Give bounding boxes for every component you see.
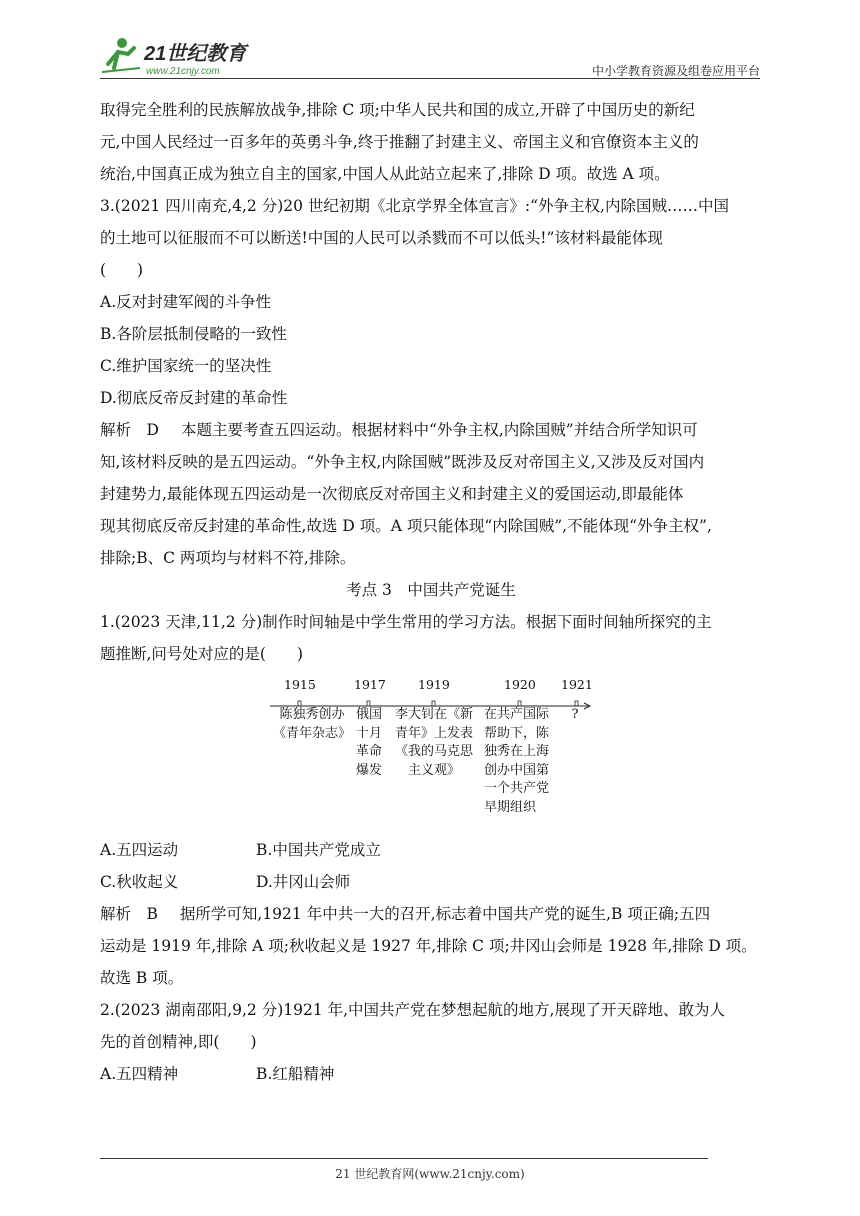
event-line: 俄国 [355,707,382,722]
options-row [100,866,762,898]
analysis-line [100,898,762,930]
text-line: 元,中国人民经过一百多年的英勇斗争,终于推翻了封建主义、帝国主义和官僚资本主义的 [100,133,699,151]
event-line: 李大钊在《新 [394,707,473,722]
question-stem: 题推断,问号处对应的是( ) [100,645,304,663]
event-line: 早期组织 [484,799,537,815]
page-footer: 21 世纪教育网(www.21cnjy.com) [335,1167,525,1181]
option-b: B.各阶层抵制侵略的一致性 [100,325,287,343]
event-line: 十月 [355,725,382,741]
intro-paragraph [100,94,762,190]
timeline-year: 1917 [354,677,386,692]
analysis-text: 知,该材料反映的是五四运动。“外争主权,内除国贼”既涉及反对帝国主义,又涉及反对国内 [100,453,705,471]
analysis-text: 排除;B、C 两项均与材料不符,排除。 [100,549,356,567]
options-row [100,834,762,866]
analysis-text: 运动是 1919 年,排除 A 项;秋收起义是 1927 年,排除 C 项;井冈山会师是 1928 年,排除 D 项。 [100,937,757,955]
event-line: 《我的马克思 [394,744,473,759]
logo [100,34,260,78]
analysis-text: 本题主要考查五四运动。根据材料中“外争主权,内除国贼”并结合所学知识可 [180,421,698,439]
event-line: 《青年杂志》 [272,725,351,741]
question-3 [100,190,762,574]
page-header [100,34,760,80]
event-line: 陈独秀创办 [279,707,345,722]
analysis-line [100,414,762,446]
event-line: 革命 [355,744,382,759]
event-line: 独秀在上海 [484,744,550,759]
question-stem: 2.(2023 湖南邵阳,9,2 分)1921 年,中国共产党在梦想起航的地方,展现了开天辟地、敢为人 [100,1001,725,1019]
timeline-year: 1919 [418,677,450,692]
runner-icon [102,38,140,72]
page-content [100,94,762,1090]
event-line: 主义观》 [407,762,460,778]
option-d: D.井冈山会师 [256,873,351,891]
timeline-year: 1920 [504,677,536,692]
option-a: A.五四运动 [100,841,179,859]
analysis-label: 解析 B [100,905,158,923]
analysis-text: 据所学可知,1921 年中共一大的召开,标志着中国共产党的诞生,B 项正确;五四 [179,905,711,923]
question-stem: 的土地可以征服而不可以断送!中国的人民可以杀戮而不可以低头!”该材料最能体现 [100,229,663,247]
timeline-event [568,706,582,725]
analysis-text: 故选 B 项。 [100,969,184,987]
analysis-text: 封建势力,最能体现五四运动是一次彻底反对帝国主义和封建主义的爱国运动,即最能体 [100,485,684,503]
section3-question-2 [100,994,762,1090]
event-line: 在共产国际 [484,707,550,722]
section-title: 考点 3 中国共产党诞生 [346,581,516,599]
option-c: C.维护国家统一的坚决性 [100,357,272,375]
section3-question-1 [100,606,762,994]
option-b: B.中国共产党成立 [256,841,381,859]
timeline-event [270,706,354,743]
platform-label: 中小学教育资源及组卷应用平台 [591,64,760,78]
option-b: B.红船精神 [256,1065,335,1083]
logo-text: 21世纪教育 [144,43,247,65]
footer-divider [100,1158,708,1159]
event-line: 一个共产党 [484,781,550,796]
event-line: 青年》上发表 [394,725,473,741]
analysis-label: 解析 D [100,421,159,439]
timeline-event [388,706,480,780]
header-divider [100,78,760,79]
event-line: 创办中国第 [484,762,550,778]
logo-url: www.21cnjy.com [146,66,220,77]
option-a: A.反对封建军阀的斗争性 [100,293,272,311]
option-a: A.五四精神 [100,1065,179,1083]
timeline-event [354,706,384,780]
question-mark: ? [571,707,579,722]
option-c: C.秋收起义 [100,873,179,891]
text-line: 取得完全胜利的民族解放战争,排除 C 项;中华人民共和国的成立,开辟了中国历史的新纪 [100,101,695,119]
timeline-figure [270,676,600,826]
timeline-year: 1921 [561,677,593,692]
answer-blank: ( ) [100,261,144,279]
question-stem: 1.(2023 天津,11,2 分)制作时间轴是中学生常用的学习方法。根据下面时间轴所探究的主 [100,613,712,631]
event-line: 爆发 [355,762,382,778]
event-line: 帮助下，陈 [484,725,550,741]
timeline-event [484,706,564,817]
analysis-text: 现其彻底反帝反封建的革命性,故选 D 项。A 项只能体现“内除国贼”,不能体现“外争主权”, [100,517,712,535]
question-stem: 先的首创精神,即( ) [100,1033,257,1051]
options-row [100,1058,762,1090]
text-line: 统治,中国真正成为独立自主的国家,中国人从此站立起来了,排除 D 项。故选 A 项。 [100,165,670,183]
option-d: D.彻底反帝反封建的革命性 [100,389,288,407]
timeline-year: 1915 [284,677,316,692]
question-stem: 3.(2021 四川南充,4,2 分)20 世纪初期《北京学界全体宣言》:“外争主权,内除国贼……中国 [100,197,729,215]
